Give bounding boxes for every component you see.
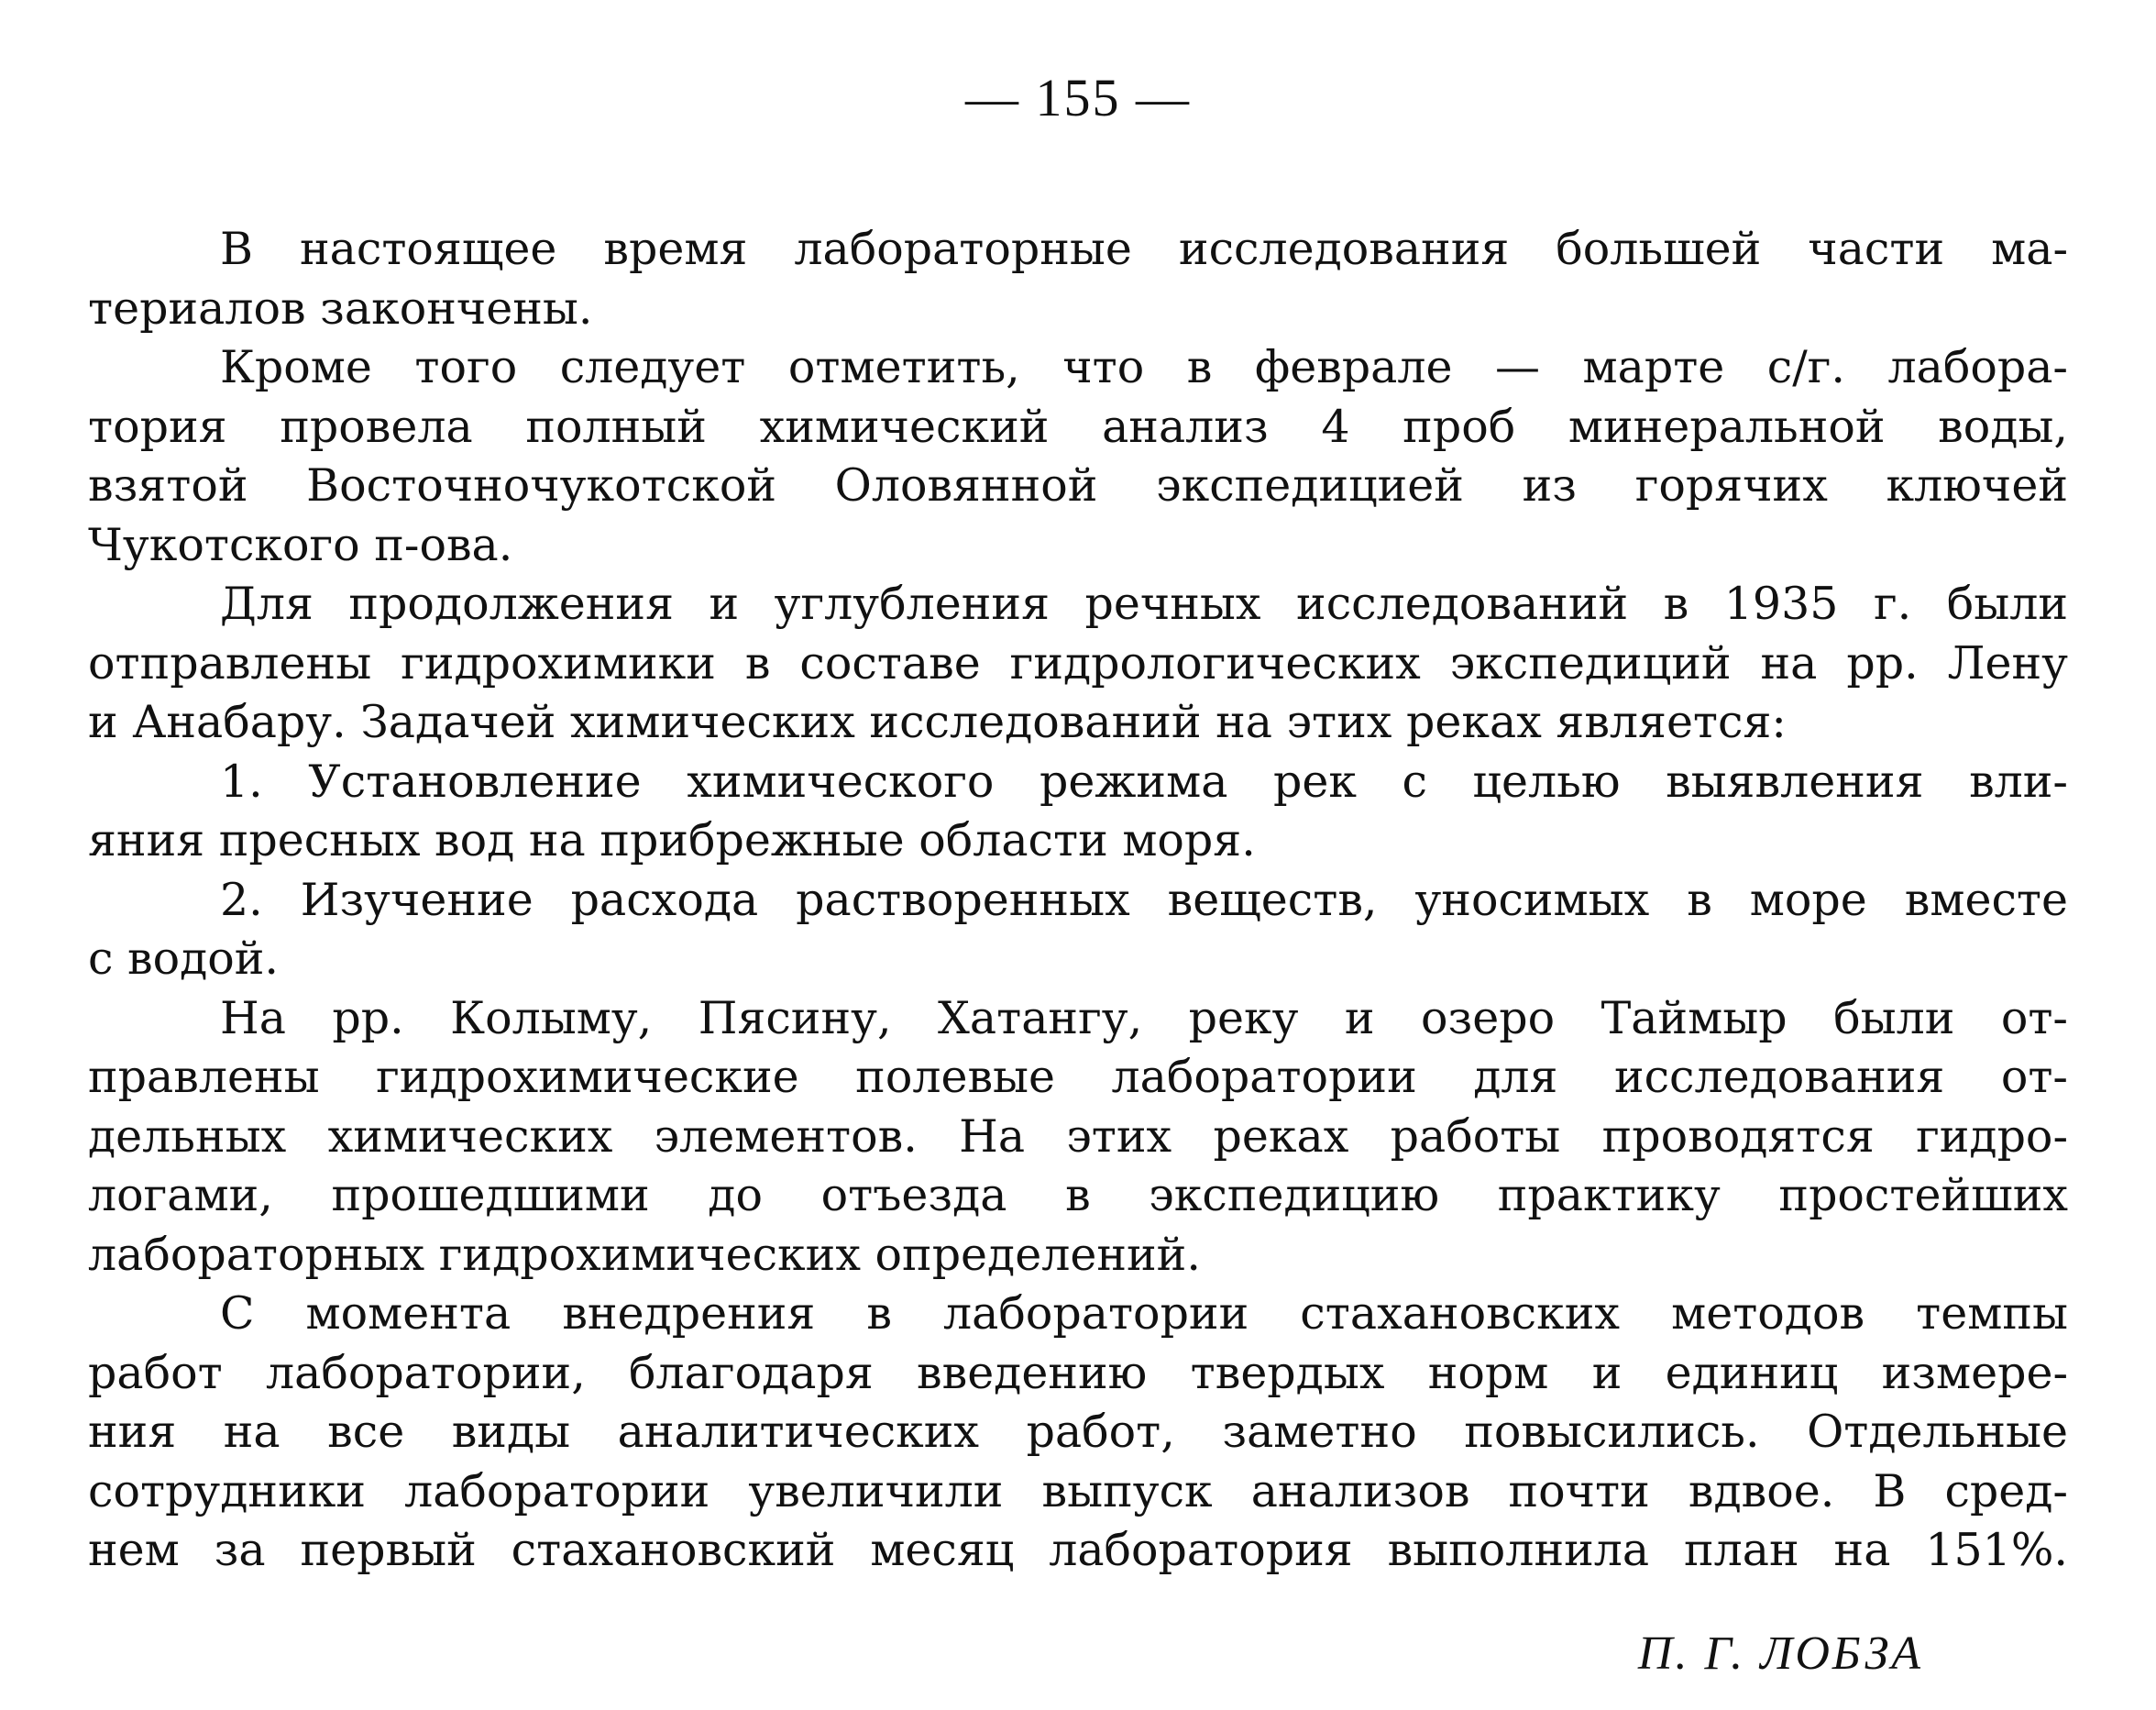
text-line: нем за первый стахановский месяц лаборатория выполнила план на 151%. bbox=[88, 1524, 2068, 1576]
text-line: яния пресных вод на прибрежные области моря. bbox=[88, 814, 1256, 866]
text-line: взятой Восточночукотской Оловянной экспедицией из горячих ключей bbox=[88, 459, 2068, 512]
text-line: логами, прошедшими до отъезда в экспедицию практику простейших bbox=[88, 1169, 2068, 1221]
text-line: тория провела полный химический анализ 4 проб минеральной воды, bbox=[88, 400, 2068, 453]
text-line: ния на все виды аналитических работ, заметно повысились. Отдельные bbox=[88, 1406, 2068, 1458]
text-line: В настоящее время лабораторные исследования большей части ма- bbox=[220, 223, 2068, 275]
page-number: — 155 — bbox=[965, 68, 1191, 127]
text-line: териалов закончены. bbox=[88, 281, 593, 335]
text-line: На рр. Колыму, Пясину, Хатангу, реку и озеро Таймыр были от- bbox=[220, 991, 2068, 1044]
text-line: сотрудники лаборатории увеличили выпуск анализов почти вдвое. В сред- bbox=[88, 1464, 2068, 1517]
text-line: 2. Изучение расхода растворенных веществ, уносимых в море вместе bbox=[220, 873, 2068, 926]
text-line: Кроме того следует отметить, что в феврале — марте с/г. лабора- bbox=[220, 341, 2068, 393]
text-line: Для продолжения и углубления речных исследований в 1935 г. были bbox=[220, 578, 2068, 630]
text-line: работ лаборатории, благодаря введению твердых норм и единиц измере- bbox=[88, 1346, 2068, 1399]
text-line: правлены гидрохимические полевые лаборатории для исследования от- bbox=[88, 1051, 2068, 1103]
text-line: С момента внедрения в лаборатории стахановских методов темпы bbox=[220, 1287, 2068, 1340]
text-line: с водой. bbox=[88, 932, 280, 985]
text-line: 1. Установление химического режима рек с целью выявления вли- bbox=[220, 755, 2068, 808]
text-line: Чукотского п-ова. bbox=[88, 518, 513, 571]
text-line: отправлены гидрохимики в составе гидрологических экспедиций на рр. Лену bbox=[88, 636, 2068, 690]
text-line: дельных химических элементов. На этих реках работы проводятся гидро- bbox=[88, 1109, 2068, 1163]
body-text bbox=[88, 220, 2068, 1581]
author-signature: П. Г. ЛОБЗА bbox=[1637, 1627, 1923, 1680]
text-line: и Анабару. Задачей химических исследований на этих реках является: bbox=[88, 696, 1787, 748]
text-line: лабораторных гидрохимических определений. bbox=[88, 1228, 1201, 1281]
